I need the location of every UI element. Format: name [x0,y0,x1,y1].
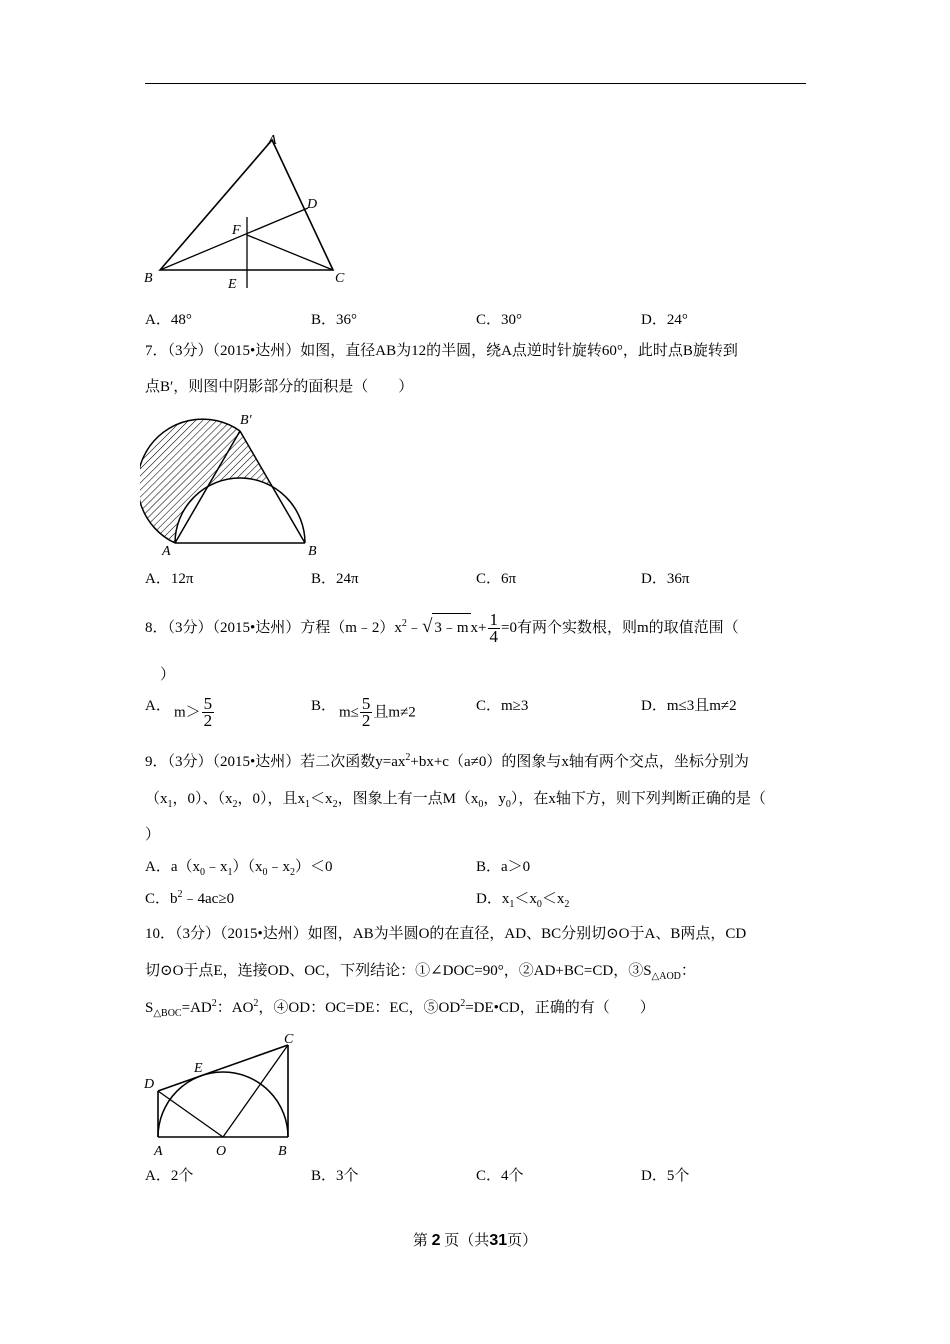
q8-option-a-num: 5 [203,694,213,713]
q7-rotated-semicircle-figure [140,405,340,565]
q9-option-a [145,857,333,877]
q8-option-b-den: 2 [361,711,371,730]
q10-l3-sup3: 2 [460,998,466,1009]
q9-l1-a: 9．（3分）（2015•达州）若二次函数y=ax [145,754,406,770]
q9-l1-sup: 2 [405,752,411,763]
q7-label-Bprime: B′ [240,413,252,428]
q7-stem-line2: 点B′，则图中阴影部分的面积是（ ） [145,379,414,395]
q8-minus: ﹣ [406,619,422,636]
q6-option-a: A．48° [145,312,192,328]
q10-tangent-semicircle-figure [140,1025,310,1161]
q8-option-b-post: 且m≠2 [373,704,416,721]
q9-l2-6: ，y [483,791,506,807]
q9-optc-1: C．b [145,891,178,907]
q10-l3-2: =AD [181,1000,212,1016]
q8-stem-prefix: 8．（3分）（2015•达州）方程（m﹣2）x [145,619,402,636]
q10-l2-b: ： [680,963,696,979]
q10-l3-sub: △BOC [153,1008,182,1019]
q7-option-a: A．12π [145,571,194,587]
q10-l3-sup1: 2 [211,998,217,1009]
q8-fraction [488,612,501,645]
q10-option-b: B．3个 [311,1168,359,1184]
q10-option-d: D．5个 [641,1168,690,1184]
q9-optd-3: ＜x [541,891,565,907]
q9-l2-7: ），在x轴下方，则下列判断正确的是（ [510,791,766,807]
q6-label-D: D [307,197,318,212]
q9-option-b: B．a＞0 [476,859,531,875]
q7-label-B: B [308,544,317,559]
q9-opta-3: ）（x [232,859,263,875]
q9-opta-s4: 2 [290,867,296,878]
q9-l2-5: ，图象上有一点M（x [337,791,479,807]
q10-l3-4: ，④OD：OC=DE：EC，⑤OD [258,1000,461,1016]
q10-label-O: O [216,1144,227,1159]
radical-icon: √ [421,615,433,637]
q8-option-a [174,696,215,729]
q7-option-b: B．24π [311,571,359,587]
q7-option-d: D．36π [641,571,690,587]
q9-l2-3: ，0），且x [237,791,306,807]
footer-mid: 页（共 [444,1233,490,1249]
q9-l2-s2: 2 [232,799,238,810]
header-rule [145,83,806,84]
q8-option-d: D．m≤3且m≠2 [641,698,737,714]
q10-label-A: A [154,1144,163,1159]
q6-triangle-figure [140,128,360,293]
q8-option-c: C．m≥3 [476,698,529,714]
footer-post: 页） [507,1233,538,1249]
footer-total-pages: 31 [489,1232,508,1249]
q8-stem-suffix: =0有两个实数根，则m的取值范围（ [501,619,739,636]
footer-pre: 第 [412,1233,428,1249]
q8-option-b-text: m≤ [339,704,359,721]
q6-label-A: A [268,133,277,148]
q8-option-b-label: B． [311,698,337,714]
q9-optc-2: ﹣4ac≥0 [182,891,235,907]
q10-l2-a: 切⊙O于点E，连接OD、OC，下列结论：①∠DOC=90°，②AD+BC=CD，③S [145,963,652,979]
q9-l2-4: ＜x [310,791,333,807]
q9-stem-line1 [145,752,749,772]
q10-label-B: B [278,1144,287,1159]
q8-option-a-label: A． [145,698,171,714]
q9-l1-b: +bx+c（a≠0）的图象与x轴有两个交点，坐标分别为 [410,754,749,770]
q7-stem-line1: 7．（3分）（2015•达州）如图，直径AB为12的半圆，绕A点逆时针旋转60°，此时点B旋转到 [145,343,738,359]
q9-opta-2: ﹣x [205,859,228,875]
q8-option-b [339,696,416,729]
q7-option-c: C．6π [476,571,517,587]
q8-option-b-fraction [360,696,373,729]
q10-label-E: E [194,1061,203,1076]
q8-frac-den: 4 [489,627,499,646]
q8-stem-line2: ） [160,667,176,683]
q10-l3-1: S [145,1000,154,1016]
q8-option-a-text: m＞ [174,704,201,721]
q9-optd-1: D．x [476,891,510,907]
q9-option-c [145,889,234,909]
q9-l2-s4: 2 [332,799,338,810]
q10-option-a: A．2个 [145,1168,194,1184]
q10-stem-line1: 10．（3分）（2015•达州）如图，AB为半圆O的在直径，AD、BC分别切⊙O于A、B两点，CD [145,926,747,942]
q10-option-c: C．4个 [476,1168,524,1184]
q8-frac-num: 1 [489,610,499,629]
q8-radicand: 3﹣m [432,613,470,642]
q6-label-C: C [335,271,345,286]
q10-stem-line3 [145,998,655,1018]
q9-opta-1: A．a（x [145,859,200,875]
q8-option-a-den: 2 [203,711,213,730]
q9-opta-s1: 0 [200,867,205,878]
q9-stem-line2 [145,789,766,809]
q6-label-F: F [232,223,241,238]
q10-l2-sub: △AOD [651,971,681,982]
q6-label-B: B [144,271,153,286]
q6-option-b: B．36° [311,312,358,328]
q6-option-c: C．30° [476,312,523,328]
q6-option-d: D．24° [641,312,688,328]
q8-option-b-num: 5 [361,694,371,713]
q9-optd-2: ＜x [514,891,537,907]
q9-opta-s3: 0 [262,867,268,878]
q9-opta-4: ﹣x [267,859,291,875]
q10-l3-3: ：AO [216,1000,254,1016]
q9-stem-line3: ） [145,827,161,843]
q9-l2-s5: 0 [478,799,484,810]
q10-label-C: C [284,1032,294,1047]
q9-optd-s3: 2 [564,899,570,910]
q9-l2-s1: 1 [167,799,173,810]
q8-after-sqrt: x+ [470,619,487,636]
q10-l3-sup2: 2 [253,998,259,1009]
footer-page-number: 2 [431,1232,441,1249]
q10-stem-line2 [145,961,696,981]
q9-option-d [476,889,569,909]
q6-label-E: E [228,277,237,292]
q10-l3-5: =DE•CD，正确的有（ ） [465,1000,655,1016]
q8-exponent: 2 [401,617,407,629]
q9-opta-5: ）＜0 [295,859,333,875]
q9-optd-s2: 0 [536,899,542,910]
page-footer [0,1229,950,1250]
q9-optd-s1: 1 [509,899,515,910]
q9-l2-s6: 0 [505,799,511,810]
q8-option-a-fraction [202,696,215,729]
q9-opta-s2: 1 [227,867,233,878]
q10-label-D: D [144,1077,155,1092]
q9-l2-1: （x [145,791,168,807]
q9-l2-s3: 1 [305,799,311,810]
q9-optc-sup: 2 [177,889,183,900]
q9-l2-2: ，0）、（x [172,791,233,807]
q7-label-A: A [162,544,171,559]
q8-stem-line1 [145,612,739,645]
